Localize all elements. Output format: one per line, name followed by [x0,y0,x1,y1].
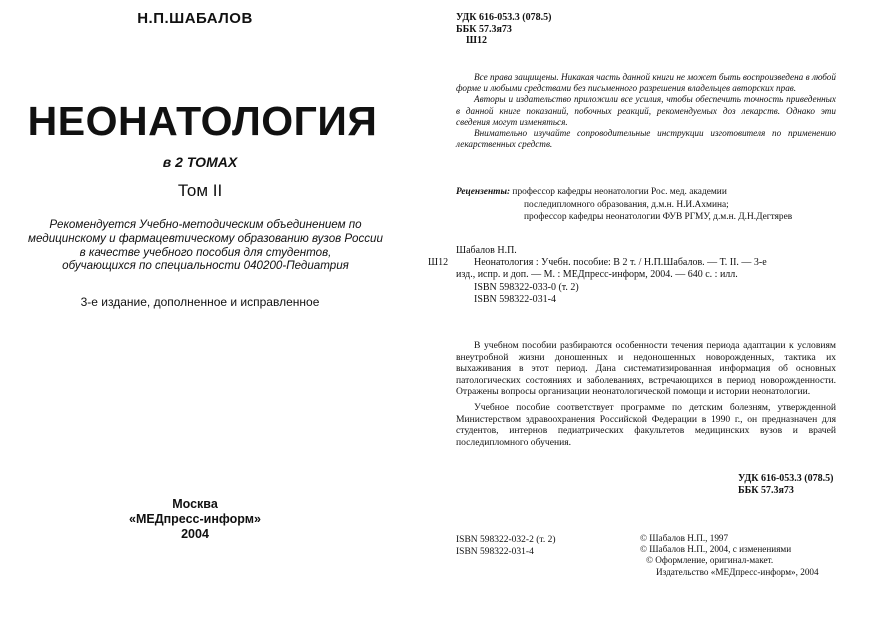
biblio-isbn: ISBN 598322-033-0 (т. 2) [474,281,579,293]
udk-code: УДК 616-053.3 (078.5) [738,473,834,484]
rights-notice [456,72,836,150]
bibliographic-record [428,245,838,306]
author-name: Н.П.ШАБАЛОВ [137,10,253,27]
biblio-line: изд., испр. и доп. — М. : МЕДпресс-информ, 2004. — 640 с. : илл. [456,269,738,281]
reviewer-line: профессор кафедры неонатологии ФУВ РГМУ, д.м.н. Д.Н.Дегтярев [524,212,793,222]
isbn-list [456,535,616,558]
volume-number: Том II [177,181,223,200]
volumes-count: в 2 ТОМАХ [162,154,238,170]
classification-bottom [738,473,868,496]
left-title-page [0,0,420,643]
copyright-line: © Шабалов Н.П., 2004, с изменениями [640,544,792,555]
copyright-line: © Оформление, оригинал-макет. [646,555,774,566]
imprint [0,497,390,542]
copyright-line: Издательство «МЕДпресс-информ», 2004 [656,566,819,577]
rights-paragraph: Все права защищены. Никакая часть данной книги не может быть воспроизведена в любой форме и любыми средствами без письменного разрешения владельцев авторских прав. [456,72,836,94]
right-copyright-page [420,0,877,643]
biblio-author: Шабалов Н.П. [456,245,517,256]
edition-note: 3-е издание, дополненное и исправленное [80,295,320,309]
rights-paragraph: Авторы и издательство приложили все усилия, чтобы обеспечить точность приведенных в данной книге показаний, побочных реакций, рекомендуемых доз лекарств. Однако эти сведения могут изменяться. [456,94,836,127]
book-title: НЕОНАТОЛОГИЯ [27,98,378,144]
reviewer-line: последипломного образования, д.м.н. Н.И.Ахмина; [524,199,729,210]
biblio-line: Неонатология : Учебн. пособие: В 2 т. / Н.П.Шабалов. — Т. II. — 3-е [474,257,767,269]
recommendation-line: медицинскому и фармацевтическому образованию вузов России [28,231,383,245]
isbn-line: ISBN 598322-031-4 [456,546,534,557]
copyright-block [640,533,860,578]
imprint-city: Москва [172,497,218,511]
book-abstract [456,340,836,448]
biblio-row [428,257,838,269]
bbk-code: ББК 57.3я73 [738,484,794,496]
rights-paragraph: Внимательно изучайте сопроводительные инструкции изготовителя по применению лекарственных средств. [456,128,836,150]
isbn-line: ISBN 598322-032-2 (т. 2) [456,535,556,545]
copyright-line: © Шабалов Н.П., 1997 [640,533,729,543]
biblio-isbn: ISBN 598322-031-4 [474,293,556,305]
abstract-paragraph: В учебном пособии разбираются особенности течения периода адаптации к условиям внеутробной жизни доношенных и недоношенных новорожденных, тактика их выхаживания в этот период. Дана систематизированная информация об основных патологических состояниях и заболеваниях, встречающихся в период новорожденности. Отражены вопросы организации неонатологической помощи и истории неонатологии. [456,340,836,398]
bbk-code: ББК 57.3я73 [456,23,512,35]
recommendation-text [8,218,403,273]
classification-top [456,12,756,47]
recommendation-line: в качестве учебного пособия для студентов, [79,245,332,259]
recommendation-line: Рекомендуется Учебно-методическим объединением по [49,218,362,231]
reviewer-text: профессор кафедры неонатологии Рос. мед. академии [512,187,727,197]
reviewers-block [456,186,856,224]
author-mark: Ш12 [466,35,487,46]
biblio-code: Ш12 [428,257,449,269]
reviewers-label: Рецензенты: [456,187,511,197]
imprint-year: 2004 [181,527,209,541]
abstract-paragraph: Учебное пособие соответствует программе по детским болезням, утвержденной Министерством здравоохранения Российской Федерации в 1990 г., он предназначен для студентов, интернов педиатрических факультетов медицинских вузов и врачей последипломного обучения. [456,401,836,448]
udk-code: УДК 616-053.3 (078.5) [456,12,552,23]
reviewer-line [456,186,856,199]
recommendation-line: обучающихся по специальности 040200-Педиатрия [62,259,349,273]
imprint-publisher: «МЕДпресс-информ» [129,512,261,526]
